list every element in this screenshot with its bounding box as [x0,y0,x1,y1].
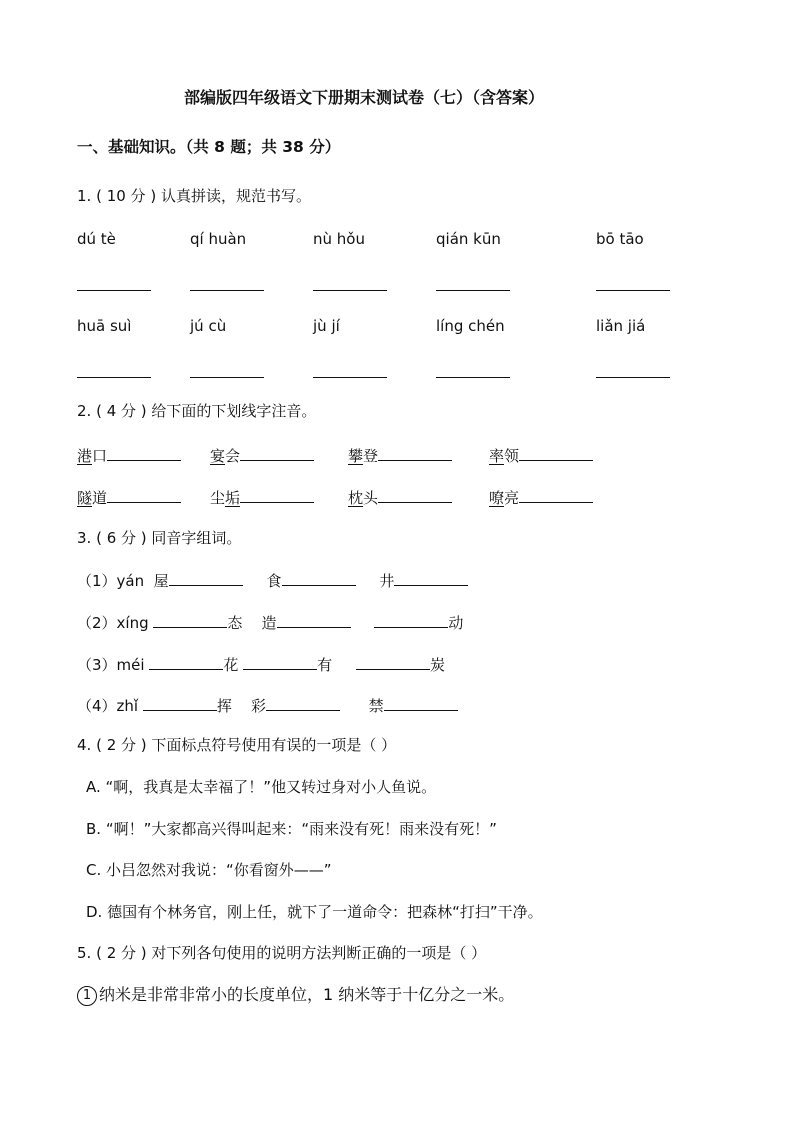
answer-blank[interactable] [107,486,181,503]
answer-blank[interactable] [356,653,430,670]
answer-blank[interactable] [519,444,593,461]
underlined-char: 垢 [225,489,241,507]
option-d[interactable]: D. 德国有个林务官，刚上任，就下了一道命令：把森林“打扫”干净。 [86,903,543,921]
pinyin-8: jù jí [313,317,340,335]
word-item: 枕头 [348,486,452,508]
underlined-char: 宴 [210,447,226,465]
answer-blank[interactable] [277,611,351,628]
answer-blank[interactable] [282,569,356,586]
question-2-stem: 2. ( 4 分 ) 给下面的下划线字注音。 [77,402,317,420]
underlined-char: 嘹 [489,489,505,507]
word-item: 宴会 [210,444,314,466]
section-heading-basics: 一、基础知识。（共 8 题；共 38 分） [77,138,341,156]
answer-blank[interactable] [240,486,314,503]
pinyin-6: huā suì [77,317,132,335]
circled-number: 1 [77,986,97,1006]
answer-blank[interactable] [169,569,243,586]
answer-blank[interactable] [313,290,387,291]
answer-blank[interactable] [436,377,510,378]
underlined-char: 攀 [348,447,364,465]
answer-blank[interactable] [149,653,223,670]
answer-blank[interactable] [190,377,264,378]
answer-blank[interactable] [374,611,448,628]
pinyin-10: liǎn jiá [596,317,646,335]
answer-blank[interactable] [436,290,510,291]
underlined-char: 枕 [348,489,364,507]
homophone-row-4: （4）zhǐ 挥 彩 禁 [77,694,458,716]
pinyin-4: qián kūn [436,230,501,248]
answer-blank[interactable] [378,486,452,503]
word-item: 尘垢 [210,486,314,508]
word-item: 隧道 [77,486,181,508]
word-item: 港口 [77,444,181,466]
page-title: 部编版四年级语文下册期末测试卷（七）（含答案） [183,88,544,107]
homophone-row-2: （2）xíng 态 造 动 [77,611,463,633]
question-1-stem: 1. ( 10 分 ) 认真拼读，规范书写。 [77,187,311,205]
question-3-stem: 3. ( 6 分 ) 同音字组词。 [77,529,242,547]
word-item: 嘹亮 [489,486,593,508]
word-item: 攀登 [348,444,452,466]
q5-item-1: 1 纳米是非常非常小的长度单位，1 纳米等于十亿分之一米。 [77,985,514,1006]
option-a[interactable]: A. “啊，我真是太幸福了！”他又转过身对小人鱼说。 [86,778,437,796]
answer-blank[interactable] [190,290,264,291]
answer-blank[interactable] [107,444,181,461]
underlined-char: 率 [489,447,505,465]
question-4-stem: 4. ( 2 分 ) 下面标点符号使用有误的一项是（ ） [77,736,397,754]
answer-blank[interactable] [596,377,670,378]
answer-blank[interactable] [77,290,151,291]
homophone-row-1: （1）yán 屋 食 井 [77,569,468,591]
underlined-char: 隧 [77,489,93,507]
answer-blank[interactable] [378,444,452,461]
option-c[interactable]: C. 小吕忽然对我说：“你看窗外——” [86,861,332,879]
pinyin-1: dú tè [77,230,116,248]
pinyin-3: nù hǒu [313,230,365,248]
answer-blank[interactable] [77,377,151,378]
pinyin-9: líng chén [436,317,505,335]
pinyin-2: qí huàn [190,230,247,248]
answer-blank[interactable] [266,694,340,711]
answer-blank[interactable] [313,377,387,378]
option-b[interactable]: B. “啊！”大家都高兴得叫起来：“雨来没有死！雨来没有死！” [86,820,497,838]
question-5-stem: 5. ( 2 分 ) 对下列各句使用的说明方法判断正确的一项是（ ） [77,944,487,962]
answer-blank[interactable] [240,444,314,461]
underlined-char: 港 [77,447,93,465]
answer-blank[interactable] [243,653,317,670]
answer-blank[interactable] [143,694,217,711]
pinyin-7: jú cù [190,317,227,335]
answer-blank[interactable] [384,694,458,711]
answer-blank[interactable] [394,569,468,586]
word-item: 率领 [489,444,593,466]
answer-blank[interactable] [596,290,670,291]
pinyin-5: bō tāo [596,230,644,248]
answer-blank[interactable] [519,486,593,503]
homophone-row-3: （3）méi 花 有 炭 [77,653,445,675]
answer-blank[interactable] [153,611,227,628]
